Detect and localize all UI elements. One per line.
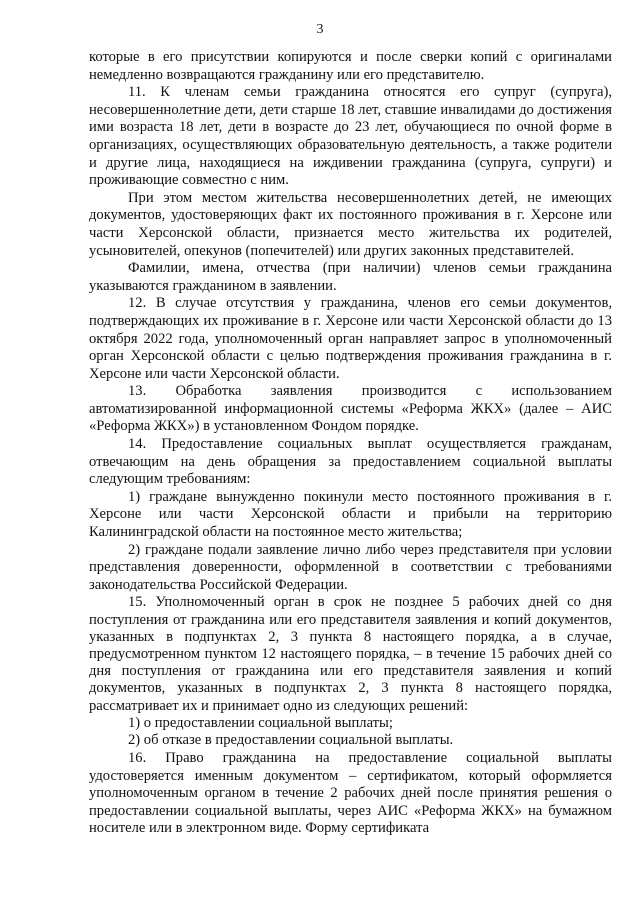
paragraph-16: 16. Право гражданина на предоставление социальной выплаты удостоверяется именным документом – сертификатом, который оформляется уполномоченным органом в течение 2 рабочих дней после принятия решения о предоставлении социальной выплаты, через АИС «Реформа ЖКХ» на бумажном носителе или в электронном виде. Форму сертификата [89, 750, 612, 837]
page-number: 3 [316, 22, 324, 37]
paragraph-14-item-1: 1) граждане вынужденно покинули место постоянного проживания в г. Херсоне или части Херсонской области и прибыли на территорию Калининградской области на постоянное место жительства; [89, 488, 612, 541]
paragraph-13: 13. Обработка заявления производится с использованием автоматизированной информационной системы «Реформа ЖКХ» (далее – АИС «Реформа ЖКХ») в установленном Фондом порядке. [89, 383, 612, 435]
paragraph-11-residence: При этом местом жительства несовершеннолетних детей, не имеющих документов, удостоверяющих факт их постоянного проживания в г. Херсоне или части Херсонской области, признается место жительства их родителей, усыновителей, опекунов (попечителей) или других законных представителей. [89, 189, 612, 259]
paragraph-15-item-1: 1) о предоставлении социальной выплаты; [128, 714, 393, 731]
paragraph-14-item-2: 2) граждане подали заявление лично либо через представителя при условии представления доверенности, оформленной в соответствии с требованиями законодательства Российской Федерации. [89, 541, 612, 593]
document-body [89, 49, 612, 838]
paragraph-11-names: Фамилии, имена, отчества (при наличии) членов семьи гражданина указываются гражданином в заявлении. [89, 260, 612, 294]
paragraph-continuation: которые в его присутствии копируются и после сверки копий с оригиналами немедленно возвращаются гражданину или его представителю. [89, 49, 612, 83]
paragraph-15-item-2: 2) об отказе в предоставлении социальной выплаты. [128, 732, 454, 749]
paragraph-11: 11. К членам семьи гражданина относятся его супруг (супруга), несовершеннолетние дети, дети старше 18 лет, ставшие инвалидами до достижения ими возраста 18 лет, дети в возрасте до 23 лет, обучающиеся по очной форме в организациях, осуществляющих образовательную деятельность, а также родители и другие лица, находящиеся на иждивении гражданина (супруга, супруги) и проживающие совместно с ним. [89, 84, 612, 189]
paragraph-15: 15. Уполномоченный орган в срок не позднее 5 рабочих дней со дня поступления от гражданина или его представителя заявления и копий документов, указанных в подпунктах 2, 3 пункта 8 настоящего порядка, а в случае, предусмотренном пунктом 12 настоящего порядка, – в течение 15 рабочих дней со дня поступления от гражданина или его представителя заявления и копий документов, указанных в подпунктах 2, 3 пункта 8 настоящего порядка, рассматривает их и принимает одно из следующих решений: [89, 594, 612, 714]
paragraph-12: 12. В случае отсутствия у гражданина, членов его семьи документов, подтверждающих их проживание в г. Херсоне или части Херсонской области до 13 октября 2022 года, уполномоченный орган направляет запрос в уполномоченный орган Херсонской области с целью подтверждения проживания гражданина в г. Херсоне или части Херсонской области. [89, 295, 612, 382]
paragraph-14: 14. Предоставление социальных выплат осуществляется гражданам, отвечающим на день обращения за предоставлением социальной выплаты следующим требованиям: [89, 436, 612, 488]
